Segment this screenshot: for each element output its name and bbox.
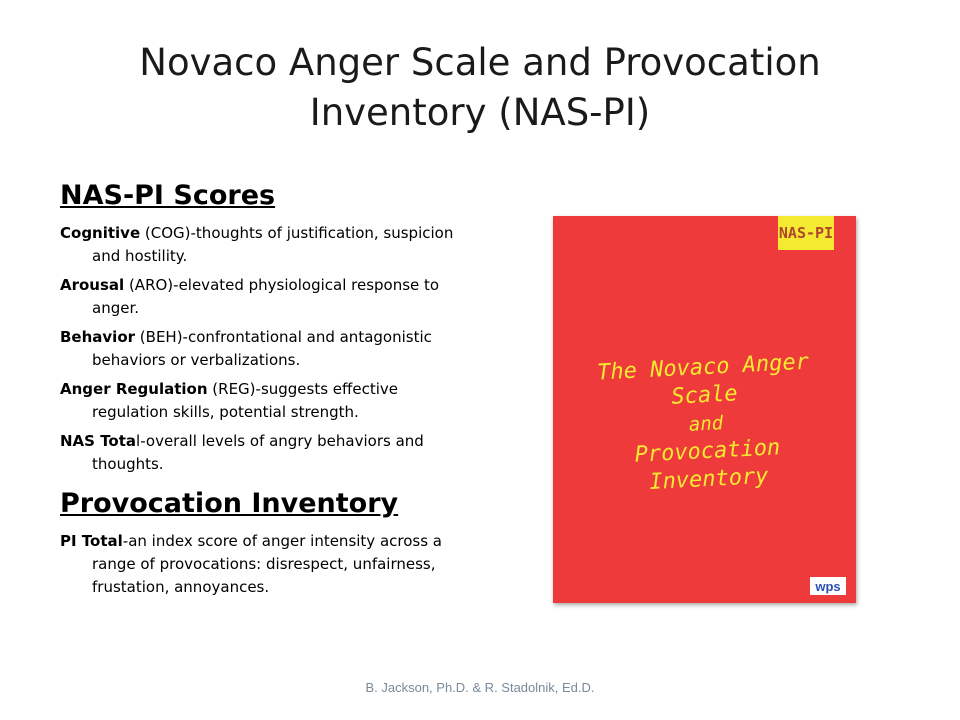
cover-title-line: Provocation Inventory <box>634 435 781 496</box>
nas-scores-heading: NAS-PI Scores <box>60 180 276 211</box>
score-term: Anger Regulation <box>60 380 208 398</box>
cover-title-line: The Novaco Anger Scale <box>596 349 810 410</box>
score-term: NAS Tota <box>60 432 137 450</box>
score-description: (BEH)-confrontational and antagonistic behaviors or verbalizations. <box>92 328 432 369</box>
score-item-anger-regulation <box>60 378 478 424</box>
cover-title <box>578 348 835 501</box>
score-description: -an index score of anger intensity across a range of provocations: disrespect, unfairness, frustation, annoyances. <box>92 532 442 596</box>
score-term: PI Total <box>60 532 123 550</box>
score-description: (COG)-thoughts of justification, suspicion and hostility. <box>92 224 454 265</box>
provocation-inventory-heading: Provocation Inventory <box>60 488 399 519</box>
score-item-cognitive <box>60 222 478 268</box>
publisher-logo: wps <box>810 577 846 595</box>
score-description: l-overall levels of angry behaviors and thoughts. <box>92 432 424 473</box>
score-item-pi-total <box>60 530 478 599</box>
score-description: (REG)-suggests effective regulation skills, potential strength. <box>92 380 399 421</box>
score-item-nas-total <box>60 430 478 476</box>
cover-badge: NAS-PI <box>778 216 834 250</box>
score-description: (ARO)-elevated physiological response to anger. <box>92 276 440 317</box>
score-term: Behavior <box>60 328 136 346</box>
cover-title-line: and <box>688 412 724 436</box>
slide-footer: B. Jackson, Ph.D. & R. Stadolnik, Ed.D. <box>365 680 595 695</box>
content-body <box>60 178 478 605</box>
score-item-behavior <box>60 326 478 372</box>
slide-title: Novaco Anger Scale and Provocation Inventory (NAS-PI) <box>139 41 821 134</box>
book-cover-image <box>553 216 856 603</box>
score-term: Arousal <box>60 276 125 294</box>
score-term: Cognitive <box>60 224 141 242</box>
score-item-arousal <box>60 274 478 320</box>
